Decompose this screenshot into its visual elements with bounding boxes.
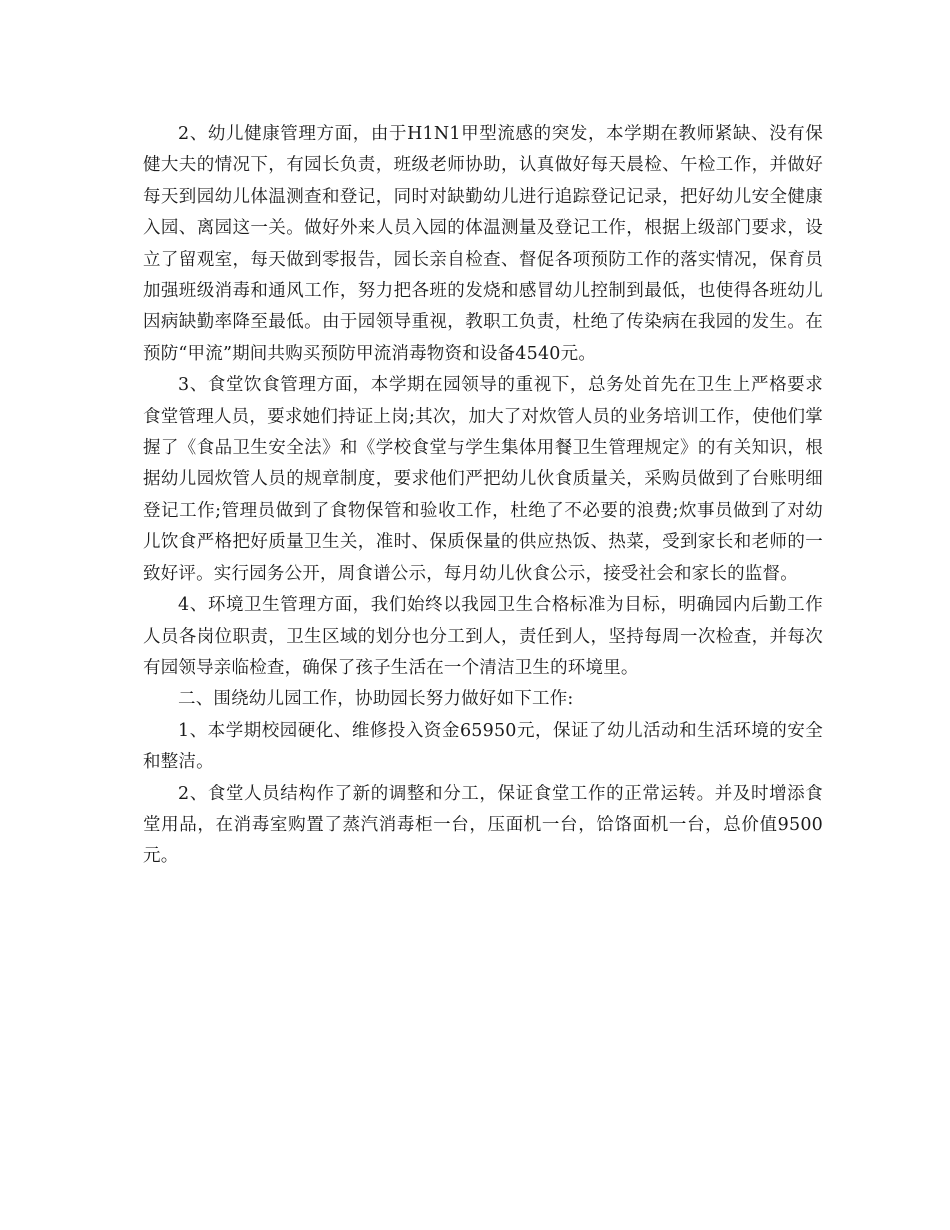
paragraph-section-heading: 二、围绕幼儿园工作，协助园长努力做好如下工作: [178,689,574,710]
paragraph-canteen-management: 3、食堂饮食管理方面，本学期在园领导的重视下，总务处首先在卫生上严格要求食堂管理人员，要求她们持证上岗;其次，加大了对炊管人员的业务培训工作，使他们掌握了《食品卫生安全法》和《学校食堂与学生集体用餐卫生管理规定》的有关知识，根据幼儿园炊管人员的规章制度，要求他们严把幼儿伙食质量关，采购员做到了台账明细登记工作;管理员做到了食物保管和验收工作，杜绝了不必要的浪费;炊事员做到了对幼儿饮食严格把好质量卫生关，准时、保质保量的供应热饭、热菜，受到家长和老师的一致好评。实行园务公开，周食谱公示，每月幼儿伙食公示，接受社会和家长的监督。 [143,375,823,584]
paragraph-campus-hardening: 1、本学期校园硬化、维修投入资金65950元，保证了幼儿活动和生活环境的安全和整洁。 [143,720,823,773]
paragraph-health-management: 2、幼儿健康管理方面，由于H1N1甲型流感的突发，本学期在教师紧缺、没有保健大夫的情况下，有园长负责，班级老师协助，认真做好每天晨检、午检工作，并做好每天到园幼儿体温测查和登记，同时对缺勤幼儿进行追踪登记记录，把好幼儿安全健康入园、离园这一关。做好外来人员入园的体温测量及登记工作，根据上级部门要求，设立了留观室，每天做到零报告，园长亲自检查、督促各项预防工作的落实情况，保育员加强班级消毒和通风工作，努力把各班的发烧和感冒幼儿控制到最低，也使得各班幼儿因病缺勤率降至最低。由于园领导重视，教职工负责，杜绝了传染病在我园的发生。在预防“甲流”期间共购买预防甲流消毒物资和设备4540元。 [143,124,823,364]
document-body [143,119,823,873]
paragraph-canteen-staff: 2、食堂人员结构作了新的调整和分工，保证食堂工作的正常运转。并及时增添食堂用品，在消毒室购置了蒸汽消毒柜一台，压面机一台，饸饹面机一台，总价值9500元。 [143,783,823,867]
paragraph-environment-hygiene: 4、环境卫生管理方面，我们始终以我园卫生合格标准为目标，明确园内后勤工作人员各岗位职责，卫生区域的划分也分工到人，责任到人，坚持每周一次检查，并每次有园领导亲临检查，确保了孩子生活在一个清洁卫生的环境里。 [143,595,823,678]
